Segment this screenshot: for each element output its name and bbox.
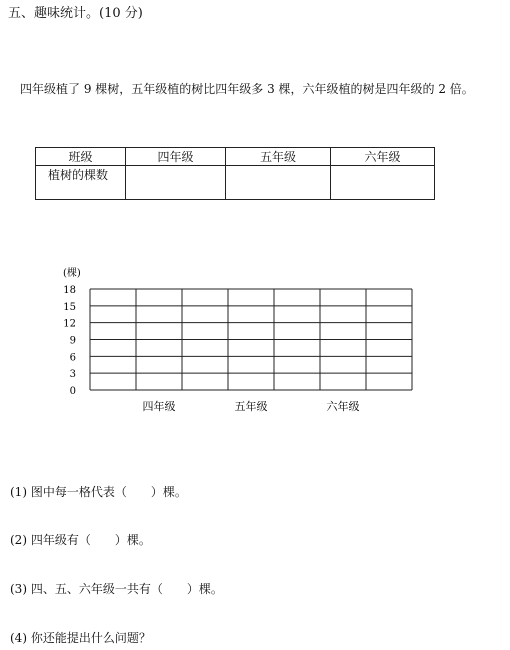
x-category-label: 五年级 [234,400,268,413]
x-category-label: 六年级 [326,400,360,413]
problem-text: 四年级植了 9 棵树，五年级植的树比四年级多 3 棵，六年级植的树是四年级的 2 倍。 [20,82,474,96]
question-2: (2) 四年级有（ ）棵。 [10,533,151,547]
x-category-label: 四年级 [142,400,176,413]
y-tick-label: 3 [69,369,76,381]
y-tick-label: 18 [63,285,76,296]
table-header-cell: 班级 [36,148,126,166]
table-header-cell: 五年级 [226,148,331,166]
table-header-cell: 四年级 [126,148,226,166]
section-title: 五、趣味统计。(10 分) [8,6,143,21]
y-tick-labels [63,285,76,397]
y-tick-label: 0 [69,386,76,397]
x-category-labels [143,399,360,413]
question-1: (1) 图中每一格代表（ ）棵。 [10,485,187,499]
table-header-cell: 六年级 [331,148,435,166]
y-tick-label: 9 [69,335,76,347]
question-4: (4) 你还能提出什么问题？ [10,631,151,645]
y-tick-label: 12 [63,318,76,330]
question-3: (3) 四、五、六年级一共有（ ）棵。 [10,582,223,596]
y-axis-unit: (棵) [63,268,81,279]
grid-lines [90,289,412,390]
y-tick-label: 15 [63,301,76,313]
table-row-label: 植树的棵数 [36,166,126,200]
y-tick-label: 6 [69,352,76,364]
